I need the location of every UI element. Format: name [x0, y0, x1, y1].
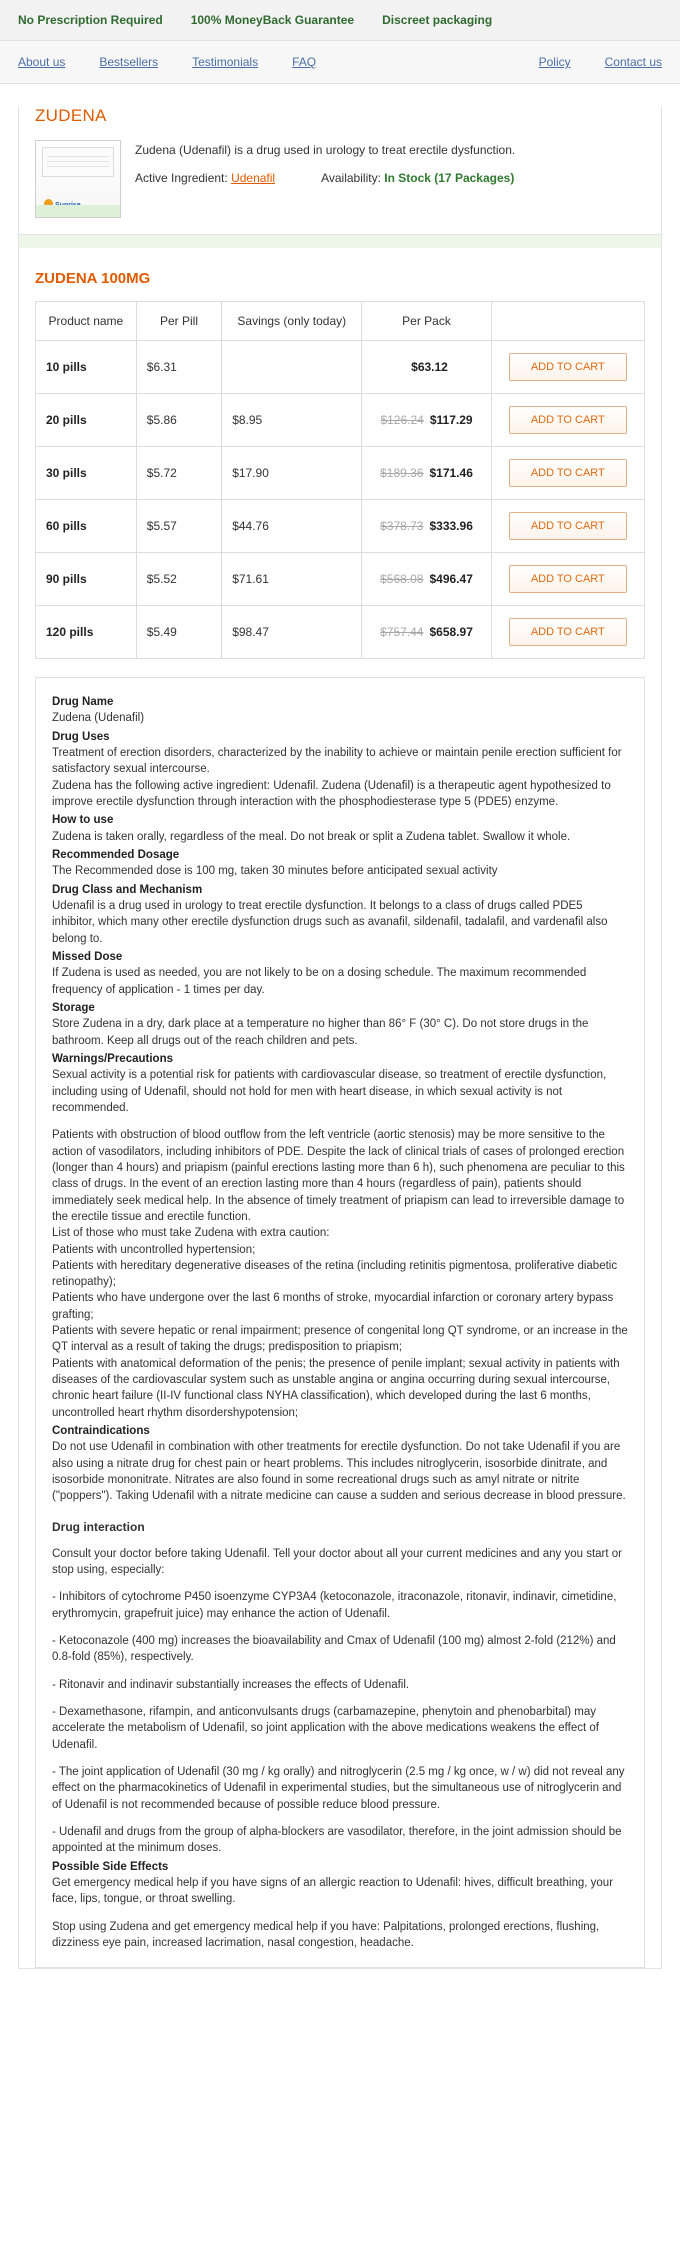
list-item: Patients with severe hepatic or renal impairment; presence of congenital long QT syndrome, or an increase in the QT interval as a result of taking the drugs; predisposition to priapism;	[52, 1325, 628, 1354]
heading-drug-class: Drug Class and Mechanism	[52, 883, 203, 896]
availability-label: Availability:	[321, 171, 381, 186]
nav-left-group	[18, 55, 316, 69]
product-image	[35, 140, 121, 218]
page-title: ZUDENA	[35, 106, 107, 125]
row-action-cell	[491, 606, 644, 659]
table-header-row	[36, 302, 645, 341]
text-missed-dose: If Zudena is used as needed, you are not likely to be on a dosing schedule. The maximum recommended frequency of application - 1 times per day.	[52, 967, 587, 996]
list-item: Patients with hereditary degenerative diseases of the retina (including retinitis pigmentosa, proliferative diabetic retinopathy);	[52, 1259, 618, 1289]
dosage-title: ZUDENA 100MG	[35, 270, 151, 287]
active-ingredient-value[interactable]: Udenafil	[231, 171, 276, 186]
product-card	[18, 106, 662, 1969]
paragraph-spacer	[52, 1578, 628, 1589]
row-per-pill: $5.49	[136, 606, 221, 659]
status-badge: In Stock (17 Packages)	[384, 171, 515, 186]
row-quantity: 30 pills	[36, 447, 137, 500]
row-savings: $71.61	[222, 553, 362, 606]
row-per-pack	[362, 394, 491, 447]
active-ingredient-group	[135, 171, 275, 185]
nav-right-group	[539, 55, 662, 69]
row-new-price: $117.29	[429, 413, 473, 427]
row-action-cell	[491, 341, 644, 394]
row-action-cell	[491, 553, 644, 606]
text-storage: Store Zudena in a dry, dark place at a temperature no higher than 86° F (30° C). Do not store drugs in the bathroom. Keep all drugs out of the reach children and pets.	[52, 1018, 589, 1047]
add-to-cart-button[interactable]: ADD TO CART	[509, 565, 627, 593]
text-interaction-intro: Consult your doctor before taking Udenafil. Tell your doctor about all your current medicines and any you start or stop using, especially:	[52, 1547, 622, 1577]
paragraph-spacer	[52, 1622, 628, 1633]
heading-recommended-dosage: Recommended Dosage	[52, 848, 180, 861]
row-per-pill: $5.57	[136, 500, 221, 553]
row-per-pill: $5.72	[136, 447, 221, 500]
list-item: - The joint application of Udenafil (30 mg / kg orally) and nitroglycerin (2.5 mg / kg once, w / w) did not reveal any effect on the pharmacokinetics of Udenafil in experimental studies, but the simultaneous use of nitroglycerin and of Udenafil is not recommended because of possible reduce blood pressure.	[52, 1766, 625, 1811]
paragraph-spacer	[52, 1753, 628, 1764]
text-drug-uses-1: Treatment of erection disorders, characterized by the inability to achieve or maintain penile erection sufficient for satisfactory sexual intercourse.	[52, 746, 622, 776]
heading-drug-uses: Drug Uses	[52, 730, 110, 743]
heading-storage: Storage	[52, 1001, 95, 1014]
list-item: - Ketoconazole (400 mg) increases the bioavailability and Cmax of Udenafil (100 mg) almost 2-fold (212%) and 0.8-fold (85%), respectively.	[52, 1635, 616, 1664]
nav-item-faq[interactable]: FAQ	[292, 55, 317, 69]
row-savings	[222, 341, 362, 394]
row-quantity: 20 pills	[36, 394, 137, 447]
row-savings: $98.47	[222, 606, 362, 659]
row-old-price: $189.36	[380, 466, 424, 480]
row-old-price: $757.44	[380, 625, 424, 639]
row-old-price: $126.24	[380, 413, 424, 427]
pricing-table	[35, 301, 645, 659]
row-quantity: 120 pills	[36, 606, 137, 659]
text-how-to-use: Zudena is taken orally, regardless of the meal. Do not break or split a Zudena tablet. Swallow it whole.	[52, 830, 571, 843]
promo-bar	[0, 0, 680, 41]
paragraph-spacer	[52, 1116, 628, 1127]
list-item: - Inhibitors of cytochrome P450 isoenzyme CYP3A4 (ketoconazole, itraconazole, ritonavir, indinavir, cimetidine, erythromycin, grapefruit juice) may enhance the action of Udenafil.	[52, 1591, 617, 1620]
row-new-price: $333.96	[429, 519, 473, 533]
text-drug-uses-2: Zudena has the following active ingredient: Udenafil. Zudena (Udenafil) is a therapeutic agent hypothesized to improve erectile dysfunction through interaction with the phosphodiesterase type 5 (PDE5) enzyme.	[52, 779, 611, 808]
text-contraindications: Do not use Udenafil in combination with other treatments for erectile dysfunction. Do not take Udenafil if you are also using a nitrate drug for chest pain or heart problems. This includes nitroglycerin, isosorbide dinitrate, and isosorbide mononitrate. Nitrates are also found in some recreational drugs such as amyl nitrate or nitrite ("poppers"). Taking Udenafil with a nitrate medicine can cause a sudden and serious decrease in blood pressure.	[52, 1441, 626, 1503]
row-quantity: 10 pills	[36, 341, 137, 394]
promo-item-moneyback: 100% MoneyBack Guarantee	[190, 13, 355, 27]
nav-item-testimonials[interactable]: Testimonials	[192, 55, 259, 69]
text-side-effects-2: Stop using Zudena and get emergency medical help if you have: Palpitations, prolonged erections, flushing, dizziness eye pain, increased lacrimation, nasal congestion, headache.	[52, 1920, 600, 1950]
nav-item-policy[interactable]: Policy	[538, 55, 571, 69]
text-warnings-1: Sexual activity is a potential risk for patients with cardiovascular disease, so treatment of erectile dysfunction, including using of Udenafil, should not hold for men with heart disease, in which sexual activity is not recommended.	[52, 1069, 607, 1114]
row-action-cell	[491, 394, 644, 447]
list-item: - Ritonavir and indinavir substantially increases the effects of Udenafil.	[52, 1678, 410, 1691]
section-divider	[19, 234, 661, 248]
paragraph-spacer	[52, 1693, 628, 1704]
add-to-cart-button[interactable]: ADD TO CART	[509, 512, 627, 540]
table-row	[36, 341, 645, 394]
pricing-table-head	[36, 302, 645, 341]
add-to-cart-button[interactable]: ADD TO CART	[509, 406, 627, 434]
paragraph-spacer	[52, 1666, 628, 1677]
row-new-price: $496.47	[429, 572, 473, 586]
heading-how-to-use: How to use	[52, 814, 114, 827]
availability-group	[321, 171, 514, 185]
heading-contraindications: Contraindications	[52, 1425, 150, 1438]
row-new-price: $63.12	[411, 360, 448, 374]
content-area	[0, 106, 680, 1969]
row-per-pill: $5.52	[136, 553, 221, 606]
nav-item-bestsellers[interactable]: Bestsellers	[99, 55, 159, 69]
table-row	[36, 394, 645, 447]
text-warnings-3: List of those who must take Zudena with extra caution:	[52, 1227, 330, 1240]
row-per-pack	[362, 447, 491, 500]
row-action-cell	[491, 447, 644, 500]
column-per-pack: Per Pack	[362, 302, 491, 341]
product-summary	[19, 140, 661, 228]
row-savings: $17.90	[222, 447, 362, 500]
list-item: Patients with anatomical deformation of the penis; the presence of penile implant; sexual activity in patients with diseases of the cardiovascular system such as unstable angina or angina occurring during sexual intercourse, chronic heart failure (II-IV functional class NYHA classification), which developed during the last 6 months, uncontrolled heart rhythm disordershypotension;	[52, 1357, 620, 1419]
row-new-price: $171.46	[429, 466, 473, 480]
product-description: Zudena (Udenafil) is a drug used in urology to treat erectile dysfunction.	[135, 143, 516, 157]
add-to-cart-button[interactable]: ADD TO CART	[509, 618, 627, 646]
product-description-block	[135, 140, 645, 185]
pricing-table-body	[36, 341, 645, 659]
add-to-cart-button[interactable]: ADD TO CART	[509, 459, 627, 487]
row-quantity: 60 pills	[36, 500, 137, 553]
image-footer-bar	[36, 205, 120, 217]
table-row	[36, 606, 645, 659]
row-old-price: $378.73	[380, 519, 424, 533]
column-product-name: Product name	[36, 302, 137, 341]
row-per-pack	[362, 341, 491, 394]
heading-missed-dose: Missed Dose	[52, 950, 123, 963]
text-recommended-dosage: The Recommended dose is 100 mg, taken 30 minutes before anticipated sexual activity	[52, 865, 498, 878]
table-row	[36, 447, 645, 500]
table-row	[36, 553, 645, 606]
row-new-price: $658.97	[429, 625, 473, 639]
main-navigation	[0, 41, 680, 84]
drug-information-panel	[35, 677, 645, 1968]
list-item: - Dexamethasone, rifampin, and anticonvulsants drugs (carbamazepine, phenytoin and phenobarbital) may accelerate the metabolism of Udenafil, so joint application with the above medications weakens the effect of Udenafil.	[52, 1706, 599, 1751]
column-per-pill: Per Pill	[136, 302, 221, 341]
table-row	[36, 500, 645, 553]
row-quantity: 90 pills	[36, 553, 137, 606]
promo-item-packaging: Discreet packaging	[382, 13, 493, 27]
text-drug-class: Udenafil is a drug used in urology to treat erectile dysfunction. It belongs to a class of drugs called PDE5 inhibitor, which many other erectile dysfunction drugs such as avanafil, sildenafil, tadalafil, and vardenafil also belong to.	[52, 899, 608, 945]
list-item: Patients with uncontrolled hypertension;	[52, 1243, 256, 1256]
heading-side-effects: Possible Side Effects	[52, 1860, 169, 1873]
promo-item-prescription: No Prescription Required	[18, 13, 163, 27]
add-to-cart-button[interactable]: ADD TO CART	[509, 353, 627, 381]
paragraph-spacer	[52, 1908, 628, 1919]
heading-drug-interaction: Drug interaction	[52, 1519, 145, 1534]
pill-blister-graphic	[42, 147, 114, 177]
product-meta-row	[135, 171, 645, 185]
heading-warnings: Warnings/Precautions	[52, 1052, 173, 1065]
row-per-pack	[362, 500, 491, 553]
row-per-pack	[362, 553, 491, 606]
nav-item-contact-us[interactable]: Contact us	[604, 55, 662, 69]
text-drug-name: Zudena (Udenafil)	[52, 712, 145, 725]
text-side-effects-1: Get emergency medical help if you have signs of an allergic reaction to Udenafil: hives, difficult breathing, your face, lips, tongue, or throat swelling.	[52, 1877, 614, 1906]
row-per-pill: $5.86	[136, 394, 221, 447]
row-per-pack	[362, 606, 491, 659]
row-old-price: $568.08	[380, 572, 424, 586]
column-action	[491, 302, 644, 341]
heading-drug-name: Drug Name	[52, 696, 114, 708]
list-item: - Udenafil and drugs from the group of alpha-blockers are vasodilator, therefore, in the joint admission should be appointed at the minimum doses.	[52, 1826, 622, 1855]
paragraph-spacer	[52, 1813, 628, 1824]
active-ingredient-label: Active Ingredient:	[135, 171, 228, 186]
list-item: Patients who have undergone over the last 6 months of stroke, myocardial infarction or coronary artery bypass grafting;	[52, 1292, 614, 1321]
row-per-pill: $6.31	[136, 341, 221, 394]
row-action-cell	[491, 500, 644, 553]
text-warnings-2: Patients with obstruction of blood outflow from the left ventricle (aortic stenosis) may be more sensitive to the action of vasodilators, including inhibitors of PDE. Despite the lack of clinical trials of cases of prolonged erection (longer than 4 hours) and priapism (painful erections lasting more than 6 h), such phenomena are peculiar to this class of drugs. In the event of an erection lasting more than 4 hours (regardless of pain), patients should immediately seek medical help. In the absence of timely treatment of priapism can lead to irreversible damage to the erectile tissue and erectile function.	[52, 1129, 625, 1223]
nav-item-about-us[interactable]: About us	[18, 55, 66, 69]
column-savings: Savings (only today)	[222, 302, 362, 341]
row-savings: $8.95	[222, 394, 362, 447]
row-savings: $44.76	[222, 500, 362, 553]
